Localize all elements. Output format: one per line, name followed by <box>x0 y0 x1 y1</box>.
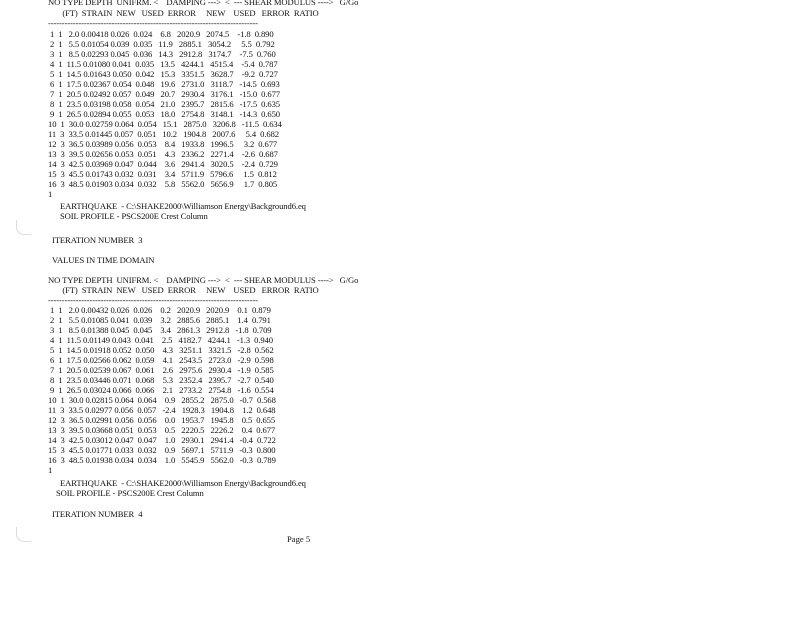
table-row: 3 1 8.5 0.02293 0.045 0.036 14.3 2912.8 3174.7 -7.5 0.760 <box>48 49 276 59</box>
table-row: 12 3 36.5 0.03989 0.056 0.053 8.4 1933.8 1996.5 3.2 0.677 <box>48 139 278 149</box>
table-row: 1 1 2.0 0.00418 0.026 0.024 6.8 2020.9 2074.5 -1.8 0.890 <box>48 29 274 39</box>
values-in-time-domain: VALUES IN TIME DOMAIN <box>52 255 155 265</box>
table-row: 10 1 30.0 0.02759 0.064 0.054 15.1 2875.0 3206.8 -11.5 0.634 <box>48 119 282 129</box>
soil-profile-line: SOIL PROFILE - PSCS200E Crest Column <box>60 211 208 221</box>
table2-header-rule: ---------------------------------------------------------------------------- <box>48 295 258 305</box>
table-row: 16 3 48.5 0.01903 0.034 0.032 5.8 5562.0 5656.9 1.7 0.805 <box>48 179 278 189</box>
iteration-number: ITERATION NUMBER 3 <box>52 235 143 245</box>
soil-profile-line: SOIL PROFILE - PSCS200E Crest Column <box>56 488 204 498</box>
table-row: 14 3 42.5 0.03012 0.047 0.047 1.0 2930.1 2941.4 -0.4 0.722 <box>48 435 276 445</box>
table-row: 14 3 42.5 0.03969 0.047 0.044 3.6 2941.4 3020.5 -2.4 0.729 <box>48 159 278 169</box>
table-row: 13 3 39.5 0.02656 0.053 0.051 4.3 2336.2 2271.4 -2.6 0.687 <box>48 149 278 159</box>
table-row: 3 1 8.5 0.01388 0.045 0.045 3.4 2861.3 2912.8 -1.8 0.709 <box>48 325 272 335</box>
table-row: 15 3 45.5 0.01743 0.032 0.031 3.4 5711.9 5796.6 1.5 0.812 <box>48 169 277 179</box>
table-row: 16 3 48.5 0.01938 0.034 0.034 1.0 5545.9 5562.0 -0.3 0.789 <box>48 455 276 465</box>
table-row: 9 1 26.5 0.03024 0.066 0.066 2.1 2733.2 2754.8 -1.6 0.554 <box>48 385 274 395</box>
table-row: 11 3 33.5 0.02977 0.056 0.057 -2.4 1928.3 1904.8 1.2 0.648 <box>48 405 276 415</box>
table-row: 5 1 14.5 0.01918 0.052 0.050 4.3 3251.1 3321.5 -2.8 0.562 <box>48 345 274 355</box>
table-row: 2 1 5.5 0.01085 0.041 0.039 3.2 2885.6 2885.1 1.4 0.791 <box>48 315 271 325</box>
table-row: 9 1 26.5 0.02894 0.055 0.053 18.0 2754.8 3148.1 -14.3 0.650 <box>48 109 280 119</box>
table-row: 4 1 11.5 0.01080 0.041 0.035 13.5 4244.1 4515.4 -5.4 0.787 <box>48 59 278 69</box>
table2-header-row2: (FT) STRAIN NEW USED ERROR NEW USED ERROR RATIO <box>48 285 319 295</box>
iteration-number: ITERATION NUMBER 4 <box>52 509 143 519</box>
table-row: 6 1 17.5 0.02367 0.054 0.048 19.6 2731.0 3118.7 -14.5 0.693 <box>48 79 280 89</box>
marker-one: 1 <box>48 465 53 475</box>
corner-mark <box>16 220 31 235</box>
table-row: 7 1 20.5 0.02492 0.057 0.049 20.7 2930.4 3176.1 -15.0 0.677 <box>48 89 280 99</box>
table-row: 7 1 20.5 0.02539 0.067 0.061 2.6 2975.6 2930.4 -1.9 0.585 <box>48 365 274 375</box>
table-row: 15 3 45.5 0.01771 0.033 0.032 0.9 5697.1 5711.9 -0.3 0.800 <box>48 445 276 455</box>
corner-mark <box>16 527 31 542</box>
table-row: 12 3 36.5 0.02991 0.056 0.056 0.0 1953.7 1945.8 0.5 0.655 <box>48 415 276 425</box>
table-row: 13 3 39.5 0.03668 0.051 0.053 0.5 2220.5 2226.2 0.4 0.677 <box>48 425 276 435</box>
table2-header-row1: NO TYPE DEPTH UNIFRM. < DAMPING ---> < --- SHEAR MODULUS ----> G/Go <box>48 275 359 285</box>
table-row: 11 3 33.5 0.01445 0.057 0.051 10.2 1904.8 2007.6 5.4 0.682 <box>48 129 279 139</box>
table1-header-row1: NO TYPE DEPTH UNIFRM. < DAMPING ---> < --- SHEAR MODULUS ----> G/Go <box>48 0 359 7</box>
table-row: 5 1 14.5 0.01643 0.050 0.042 15.3 3351.5 3628.7 -9.2 0.727 <box>48 69 278 79</box>
table-row: 10 1 30.0 0.02815 0.064 0.064 0.9 2855.2 2875.0 -0.7 0.568 <box>48 395 276 405</box>
table1-header-rule: ---------------------------------------------------------------------------- <box>48 18 258 28</box>
table-row: 1 1 2.0 0.00432 0.026 0.026 0.2 2020.9 2020.9 0.1 0.879 <box>48 305 271 315</box>
table-row: 8 1 23.5 0.03446 0.071 0.068 5.3 2352.4 2395.7 -2.7 0.540 <box>48 375 274 385</box>
earthquake-line: EARTHQUAKE - C:\SHAKE2000\Williamson Energy\Background6.eq <box>60 478 306 488</box>
table1-header-row2: (FT) STRAIN NEW USED ERROR NEW USED ERROR RATIO <box>48 8 319 18</box>
marker-one: 1 <box>48 189 53 199</box>
table-row: 2 1 5.5 0.01054 0.039 0.035 11.9 2885.1 3054.2 5.5 0.792 <box>48 39 275 49</box>
table-row: 4 1 11.5 0.01149 0.043 0.041 2.5 4182.7 4244.1 -1.3 0.940 <box>48 335 274 345</box>
page-number: Page 5 <box>287 534 311 544</box>
earthquake-line: EARTHQUAKE - C:\SHAKE2000\Williamson Energy\Background6.eq <box>60 201 306 211</box>
table-row: 8 1 23.5 0.03198 0.058 0.054 21.0 2395.7 2815.6 -17.5 0.635 <box>48 99 280 109</box>
table-row: 6 1 17.5 0.02566 0.062 0.059 4.1 2543.5 2723.0 -2.9 0.598 <box>48 355 274 365</box>
